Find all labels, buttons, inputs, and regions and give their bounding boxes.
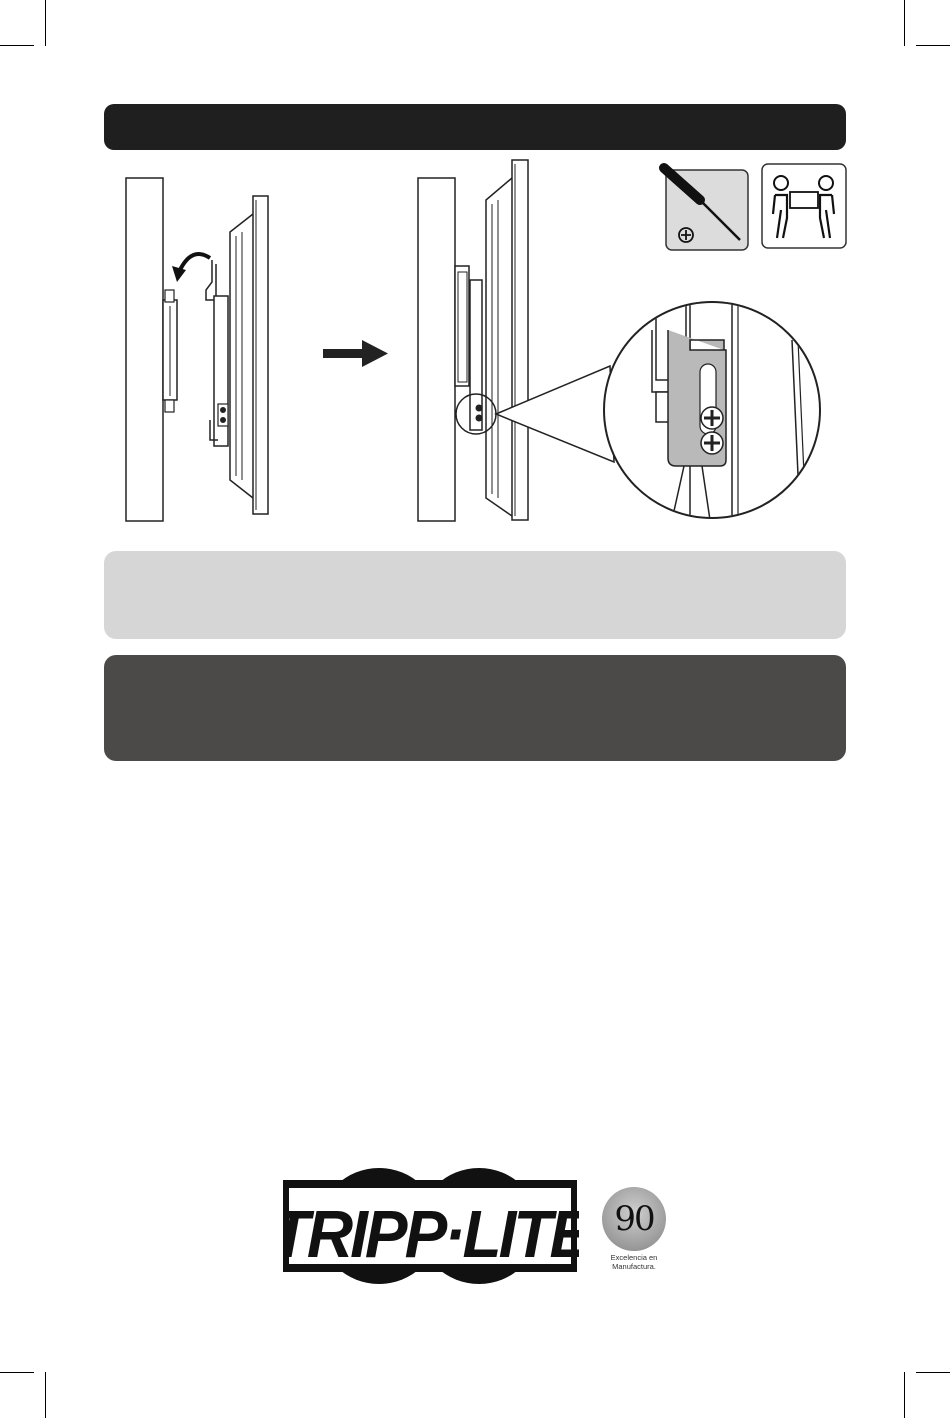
anniversary-badge [600,1187,668,1271]
screwdriver-icon [664,168,748,250]
badge-seal [602,1187,666,1251]
curved-arrow-icon [172,254,210,282]
wall [418,178,455,521]
display-side-view-left [206,196,268,514]
warning-panel [104,655,846,761]
tripp-lite-logo [283,1168,579,1289]
crop-mark [45,1372,46,1418]
crop-mark [0,1372,34,1373]
svg-text:TRIPP·LITE: TRIPP·LITE [283,1196,579,1272]
note-panel [104,551,846,639]
badge-caption-line1: Excelencia en [610,1253,658,1262]
mounting-illustration [0,0,950,545]
right-arrow-icon [323,340,388,367]
wall [126,178,163,521]
badge-number: 90 [614,1199,654,1239]
badge-caption-line2: Manufactura. [612,1262,656,1271]
crop-mark [904,1372,905,1418]
two-people-icon [762,164,846,248]
bracket-detail-zoom [604,300,820,520]
display-side-view-right [455,160,528,520]
crop-mark [916,1372,950,1373]
